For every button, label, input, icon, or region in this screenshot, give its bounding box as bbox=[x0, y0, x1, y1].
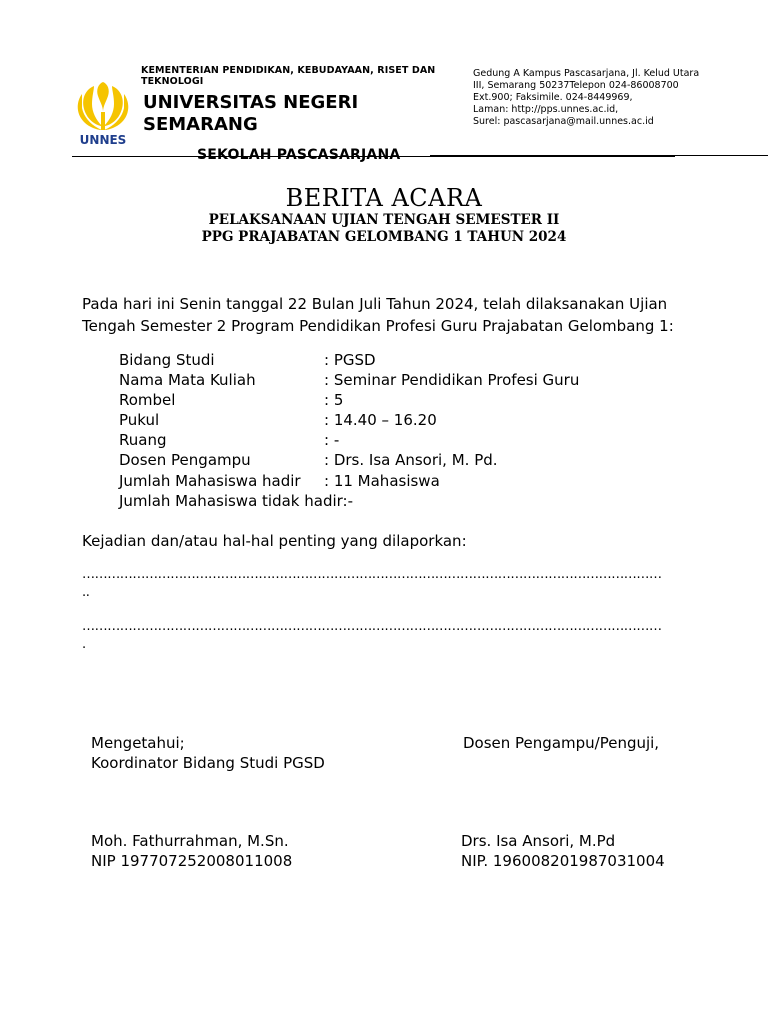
university-name-line2: SEMARANG bbox=[143, 114, 258, 135]
ministry-name: KEMENTERIAN PENDIDIKAN, KEBUDAYAAN, RISET DAN TEKNOLOGI bbox=[141, 65, 436, 87]
signature-right-heading: Dosen Pengampu/Penguji, bbox=[463, 734, 660, 752]
detail-label: Bidang Studi bbox=[119, 351, 215, 369]
address-line: Laman: http://pps.unnes.ac.id, bbox=[473, 104, 619, 115]
incident-dotted-line-tail: .. bbox=[82, 585, 90, 600]
detail-row bbox=[119, 491, 579, 511]
incident-dotted-line-tail: . bbox=[82, 637, 86, 652]
signature-right-nip: NIP. 196008201987031004 bbox=[461, 851, 665, 870]
detail-value: : 5 bbox=[324, 391, 344, 409]
document-subtitle bbox=[0, 212, 768, 246]
detail-row bbox=[119, 370, 579, 390]
incident-dotted-line: ………………………………………………………………………………………………………………………… bbox=[82, 619, 662, 634]
signature-right-block bbox=[461, 832, 665, 871]
signature-left-line2: Koordinator Bidang Studi PGSD bbox=[91, 753, 325, 772]
university-name-line1: UNIVERSITAS NEGERI bbox=[143, 92, 359, 113]
university-logo bbox=[74, 76, 132, 148]
detail-value: : Drs. Isa Ansori, M. Pd. bbox=[324, 451, 498, 469]
detail-row bbox=[119, 430, 579, 450]
school-name: SEKOLAH PASCASARJANA bbox=[197, 147, 401, 163]
signature-left-name: Moh. Fathurrahman, M.Sn. bbox=[91, 832, 289, 850]
signature-left-nip: NIP 197707252008011008 bbox=[91, 851, 293, 870]
detail-value: : Seminar Pendidikan Profesi Guru bbox=[324, 371, 580, 389]
detail-row bbox=[119, 471, 579, 491]
signature-left-block bbox=[91, 832, 292, 871]
detail-label: Jumlah Mahasiswa tidak hadir: bbox=[119, 492, 348, 510]
logo-text: UNNES bbox=[79, 133, 127, 147]
detail-label: Jumlah Mahasiswa hadir bbox=[119, 472, 301, 490]
signature-right-name: Drs. Isa Ansori, M.Pd bbox=[461, 832, 616, 850]
header-divider-right bbox=[430, 155, 768, 156]
address-line: Surel: pascasarjana@mail.unnes.ac.id bbox=[473, 116, 654, 127]
exam-details bbox=[119, 350, 579, 511]
signature-left-line1: Mengetahui; bbox=[91, 734, 185, 752]
address-block bbox=[473, 68, 743, 128]
intro-paragraph: Pada hari ini Senin tanggal 22 Bulan Juli Tahun 2024, telah dilaksanakan Ujian Tengah Semester 2 Program Pendidikan Profesi Guru Prajabatan Gelombang 1: bbox=[82, 295, 674, 335]
detail-label: Pukul bbox=[119, 411, 160, 429]
detail-label: Rombel bbox=[119, 391, 176, 409]
detail-value: - bbox=[347, 492, 354, 510]
detail-row bbox=[119, 350, 579, 370]
university-name bbox=[143, 92, 443, 136]
incident-label: Kejadian dan/atau hal-hal penting yang dilaporkan: bbox=[82, 532, 467, 550]
address-line: Gedung A Kampus Pascasarjana, Jl. Kelud Utara bbox=[473, 68, 700, 79]
signature-left-heading bbox=[91, 734, 325, 773]
subtitle-line2: PPG PRAJABATAN GELOMBANG 1 TAHUN 2024 bbox=[201, 229, 567, 245]
detail-row bbox=[119, 390, 579, 410]
subtitle-line1: PELAKSANAAN UJIAN TENGAH SEMESTER II bbox=[208, 212, 560, 228]
incident-dotted-line: ………………………………………………………………………………………………………………………… bbox=[82, 567, 662, 582]
detail-value: : 14.40 – 16.20 bbox=[324, 411, 437, 429]
detail-label: Dosen Pengampu bbox=[119, 451, 251, 469]
detail-row bbox=[119, 450, 579, 470]
header-divider bbox=[72, 156, 675, 157]
detail-label: Nama Mata Kuliah bbox=[119, 371, 256, 389]
detail-row bbox=[119, 410, 579, 430]
detail-value: : 11 Mahasiswa bbox=[324, 472, 440, 490]
document-title: BERITA ACARA bbox=[285, 184, 483, 212]
detail-value: : PGSD bbox=[324, 351, 376, 369]
address-line: III, Semarang 50237Telepon 024-86008700 bbox=[473, 80, 679, 91]
detail-value: : - bbox=[324, 431, 340, 449]
detail-label: Ruang bbox=[119, 431, 167, 449]
address-line: Ext.900; Faksimile. 024-8449969, bbox=[473, 92, 633, 103]
